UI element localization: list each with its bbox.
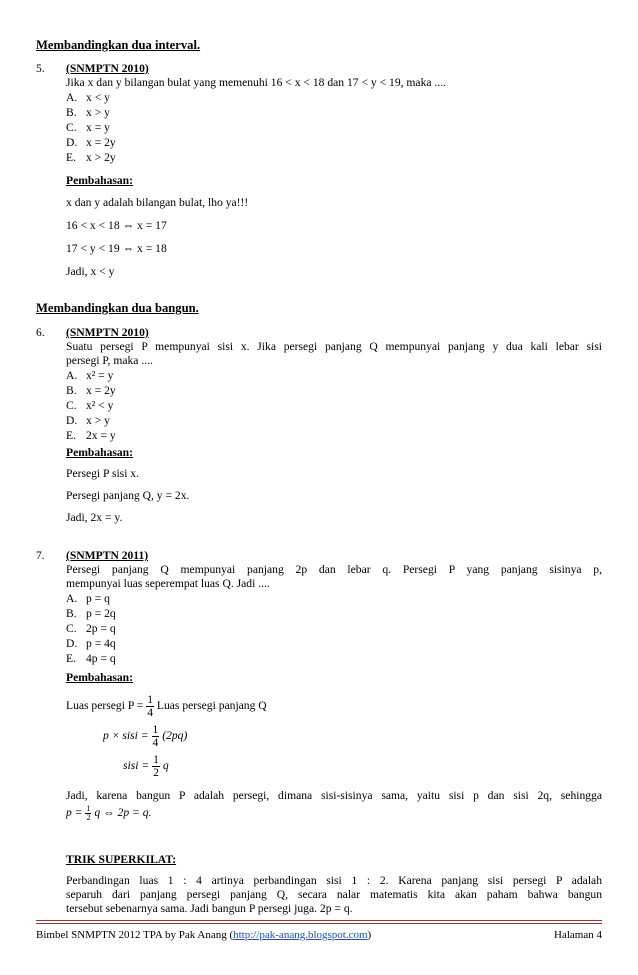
fraction-numerator: 1 xyxy=(152,722,159,736)
question-text: Persegi panjang Q mempunyai panjang 2p dan lebar q. Persegi P yang panjang sisinya p, xyxy=(66,563,602,576)
equation-right: q xyxy=(162,759,169,772)
option-text: p = q xyxy=(86,592,110,605)
equation-right: Luas persegi panjang Q xyxy=(156,699,267,712)
equation-left: Luas persegi P = xyxy=(66,699,144,712)
option-text: p = 2q xyxy=(86,607,116,620)
option-letter: D. xyxy=(66,414,78,427)
fraction-denominator: 4 xyxy=(152,735,159,749)
equation-line-3 xyxy=(123,753,169,779)
solution-line: 16 < x < 18 ⇔ x = 17 xyxy=(66,219,167,232)
option-text: x > 2y xyxy=(86,151,116,164)
equation-line-2 xyxy=(103,723,187,749)
pembahasan-label: Pembahasan: xyxy=(66,174,133,187)
solution-line: Persegi P sisi x. xyxy=(66,467,140,480)
question-text: mempunyai luas seperempat luas Q. Jadi .... xyxy=(66,577,270,590)
option-text: x = 2y xyxy=(86,136,116,149)
solution-line: x dan y adalah bilangan bulat, lho ya!!! xyxy=(66,196,249,209)
pembahasan-label: Pembahasan: xyxy=(66,446,133,459)
trik-line: separuh dari panjang persegi panjang Q, secara nalar matematis kita akan paham bahwa bangun xyxy=(66,888,602,901)
footer-left xyxy=(36,928,371,942)
footer-rule-thin xyxy=(36,923,602,924)
equation-left: p × sisi = xyxy=(103,729,149,742)
question-number: 6. xyxy=(36,326,45,339)
conclusion-line: Jadi, karena bangun P adalah persegi, dimana sisi-sisinya sama, yaitu sisi p dan sisi 2q, sehingga xyxy=(66,789,602,802)
footer-text-close: ) xyxy=(367,929,372,941)
option-letter: C. xyxy=(66,399,77,412)
footer-rule xyxy=(36,920,602,921)
option-text: x = y xyxy=(86,121,110,134)
fraction-numerator: 1 xyxy=(86,803,91,813)
question-number: 7. xyxy=(36,549,45,562)
option-text: x² < y xyxy=(86,399,114,412)
solution-line: 17 < y < 19 ⇔ x = 18 xyxy=(66,242,167,255)
option-letter: B. xyxy=(66,607,77,620)
option-letter: E. xyxy=(66,151,76,164)
conclusion-left: p = xyxy=(66,806,83,819)
footer-link[interactable]: http://pak-anang.blogspot.com xyxy=(233,929,368,941)
question-source: (SNMPTN 2010) xyxy=(66,326,149,339)
trik-line: Perbandingan luas 1 : 4 artinya perbandingan sisi 1 : 2. Karena panjang sisi persegi P adalah xyxy=(66,874,602,887)
option-letter: B. xyxy=(66,384,77,397)
trik-label: TRIK SUPERKILAT: xyxy=(66,853,177,866)
option-letter: A. xyxy=(66,91,78,104)
option-text: 2p = q xyxy=(86,622,116,635)
option-text: x < y xyxy=(86,91,110,104)
question-text: Jika x dan y bilangan bulat yang memenuhi 16 < x < 18 dan 17 < y < 19, maka .... xyxy=(66,76,447,89)
option-letter: C. xyxy=(66,622,77,635)
equation-line-1 xyxy=(66,693,267,719)
solution-line: Persegi panjang Q, y = 2x. xyxy=(66,489,190,502)
fraction-denominator: 2 xyxy=(86,812,91,822)
option-text: 2x = y xyxy=(86,429,116,442)
solution-line: Jadi, x < y xyxy=(66,265,115,278)
option-text: x > y xyxy=(86,414,110,427)
section-title-bangun: Membandingkan dua bangun. xyxy=(36,301,199,315)
fraction-numerator: 1 xyxy=(153,752,159,766)
option-letter: E. xyxy=(66,652,76,665)
question-number: 5. xyxy=(36,62,45,75)
equation-right: (2pq) xyxy=(162,729,188,742)
fraction xyxy=(146,694,154,719)
conclusion-line-2 xyxy=(66,804,151,822)
small-fraction xyxy=(85,805,91,822)
option-letter: D. xyxy=(66,136,78,149)
option-letter: E. xyxy=(66,429,76,442)
fraction xyxy=(152,754,160,779)
option-text: p = 4q xyxy=(86,637,116,650)
option-text: x² = y xyxy=(86,369,114,382)
fraction-denominator: 2 xyxy=(153,765,159,779)
conclusion-right: q ⇔ 2p = q. xyxy=(94,806,152,819)
page-number: Halaman 4 xyxy=(554,929,602,941)
option-letter: C. xyxy=(66,121,77,134)
option-letter: A. xyxy=(66,592,78,605)
option-letter: A. xyxy=(66,369,78,382)
footer-text: Bimbel SNMPTN 2012 TPA by Pak Anang ( xyxy=(36,929,234,941)
fraction-denominator: 4 xyxy=(147,705,153,719)
fraction xyxy=(152,724,160,749)
option-text: 4p = q xyxy=(86,652,116,665)
pembahasan-label: Pembahasan: xyxy=(66,671,133,684)
option-text: x > y xyxy=(86,106,110,119)
trik-line: tersebut sebenarnya sama. Jadi bangun P persegi juga. 2p = q. xyxy=(66,902,353,915)
question-source: (SNMPTN 2010) xyxy=(66,62,149,75)
option-letter: B. xyxy=(66,106,77,119)
question-source: (SNMPTN 2011) xyxy=(66,549,149,562)
equation-left: sisi = xyxy=(123,759,150,772)
option-letter: D. xyxy=(66,637,78,650)
section-title-interval: Membandingkan dua interval. xyxy=(36,38,201,52)
option-text: x = 2y xyxy=(86,384,116,397)
question-text: Suatu persegi P mempunyai sisi x. Jika persegi panjang Q mempunyai panjang y dua kali lebar sisi xyxy=(66,340,602,353)
fraction-numerator: 1 xyxy=(147,692,153,706)
question-text: persegi P, maka .... xyxy=(66,354,153,367)
solution-line: Jadi, 2x = y. xyxy=(66,511,123,524)
